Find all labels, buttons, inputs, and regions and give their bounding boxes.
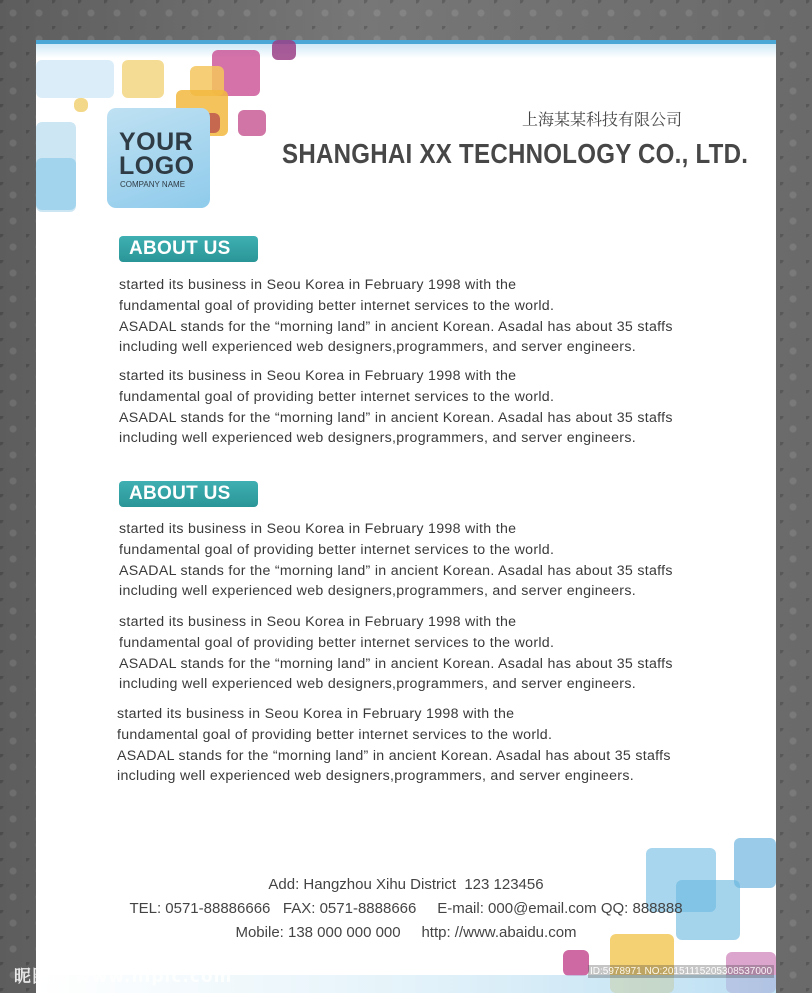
decor-square <box>238 110 266 136</box>
paragraph-line: fundamental goal of providing better internet services to the world. <box>119 388 555 405</box>
paragraph-line: including well experienced web designers,programmers, and server engineers. <box>117 768 634 785</box>
paragraph-line: including well experienced web designers,programmers, and server engineers. <box>119 583 636 600</box>
contact-phone-line <box>36 900 776 917</box>
paragraph-line: ASADAL stands for the “morning land” in ancient Korean. Asadal has about 35 staffs <box>117 747 671 764</box>
paragraph-line: started its business in Seou Korea in February 1998 with the <box>119 368 517 384</box>
paragraph <box>119 519 759 602</box>
top-accent-bar <box>36 40 776 58</box>
paragraph-line: including well experienced web designers,programmers, and server engineers. <box>119 676 636 693</box>
website-link[interactable]: http: //www.abaidu.com <box>421 924 577 941</box>
contact-mobile-line <box>36 924 776 941</box>
decor-square <box>36 60 114 98</box>
paragraph-line: ASADAL stands for the “morning land” in ancient Korean. Asadal has about 35 staffs <box>119 318 673 335</box>
section-heading-about-us: ABOUT US <box>119 236 258 262</box>
paragraph-line: started its business in Seou Korea in February 1998 with the <box>117 706 515 722</box>
decor-square <box>74 98 88 112</box>
decor-square <box>272 40 296 60</box>
paragraph-line: fundamental goal of providing better internet services to the world. <box>119 297 555 314</box>
paragraph-line: ASADAL stands for the “morning land” in ancient Korean. Asadal has about 35 staffs <box>119 655 673 672</box>
paragraph-line: including well experienced web designers,programmers, and server engineers. <box>119 339 636 356</box>
address-text: Add: Hangzhou Xihu District 123 123456 <box>268 876 544 893</box>
company-name-english: SHANGHAI XX TECHNOLOGY CO., LTD. <box>282 138 749 169</box>
paragraph-line: fundamental goal of providing better internet services to the world. <box>119 634 555 651</box>
decor-square <box>563 950 589 976</box>
watermark-site: 昵图网 www.nipic.com <box>14 967 233 987</box>
contact-address-line <box>36 876 776 893</box>
paragraph-line: started its business in Seou Korea in February 1998 with the <box>119 521 517 537</box>
fax-text: FAX: 0571-8888666 <box>282 900 417 917</box>
paragraph-line: started its business in Seou Korea in February 1998 with the <box>119 277 517 293</box>
paragraph <box>119 366 759 449</box>
paragraph-line: ASADAL stands for the “morning land” in ancient Korean. Asadal has about 35 staffs <box>119 409 673 426</box>
paragraph <box>117 704 757 787</box>
tel-text: TEL: 0571-88886666 <box>129 900 271 917</box>
watermark-id: ID:5978971 NO:20151115205308537000 <box>590 966 773 977</box>
logo-text-logo: LOGO <box>119 152 195 180</box>
paragraph-line: ASADAL stands for the “morning land” in ancient Korean. Asadal has about 35 staffs <box>119 562 673 579</box>
paragraph-line: fundamental goal of providing better internet services to the world. <box>119 541 555 558</box>
logo-text-your: YOUR <box>119 128 194 156</box>
paragraph-line: including well experienced web designers,programmers, and server engineers. <box>119 430 636 447</box>
company-logo <box>107 108 210 208</box>
letterhead-sheet <box>36 40 776 993</box>
email-text[interactable]: E-mail: 000@email.com <box>437 900 597 917</box>
qq-text: QQ: 888888 <box>600 900 683 917</box>
mobile-text: Mobile: 138 000 000 000 <box>235 924 401 941</box>
decor-square <box>122 60 164 98</box>
paragraph-line: fundamental goal of providing better internet services to the world. <box>117 726 553 743</box>
section-heading-about-us: ABOUT US <box>119 481 258 507</box>
decor-square <box>36 158 76 210</box>
paragraph <box>119 275 759 358</box>
paragraph-line: started its business in Seou Korea in February 1998 with the <box>119 614 517 630</box>
logo-company-name: COMPANY NAME <box>120 180 186 189</box>
company-name-chinese: 上海某某科技有限公司 <box>522 110 683 129</box>
paragraph <box>119 612 759 695</box>
